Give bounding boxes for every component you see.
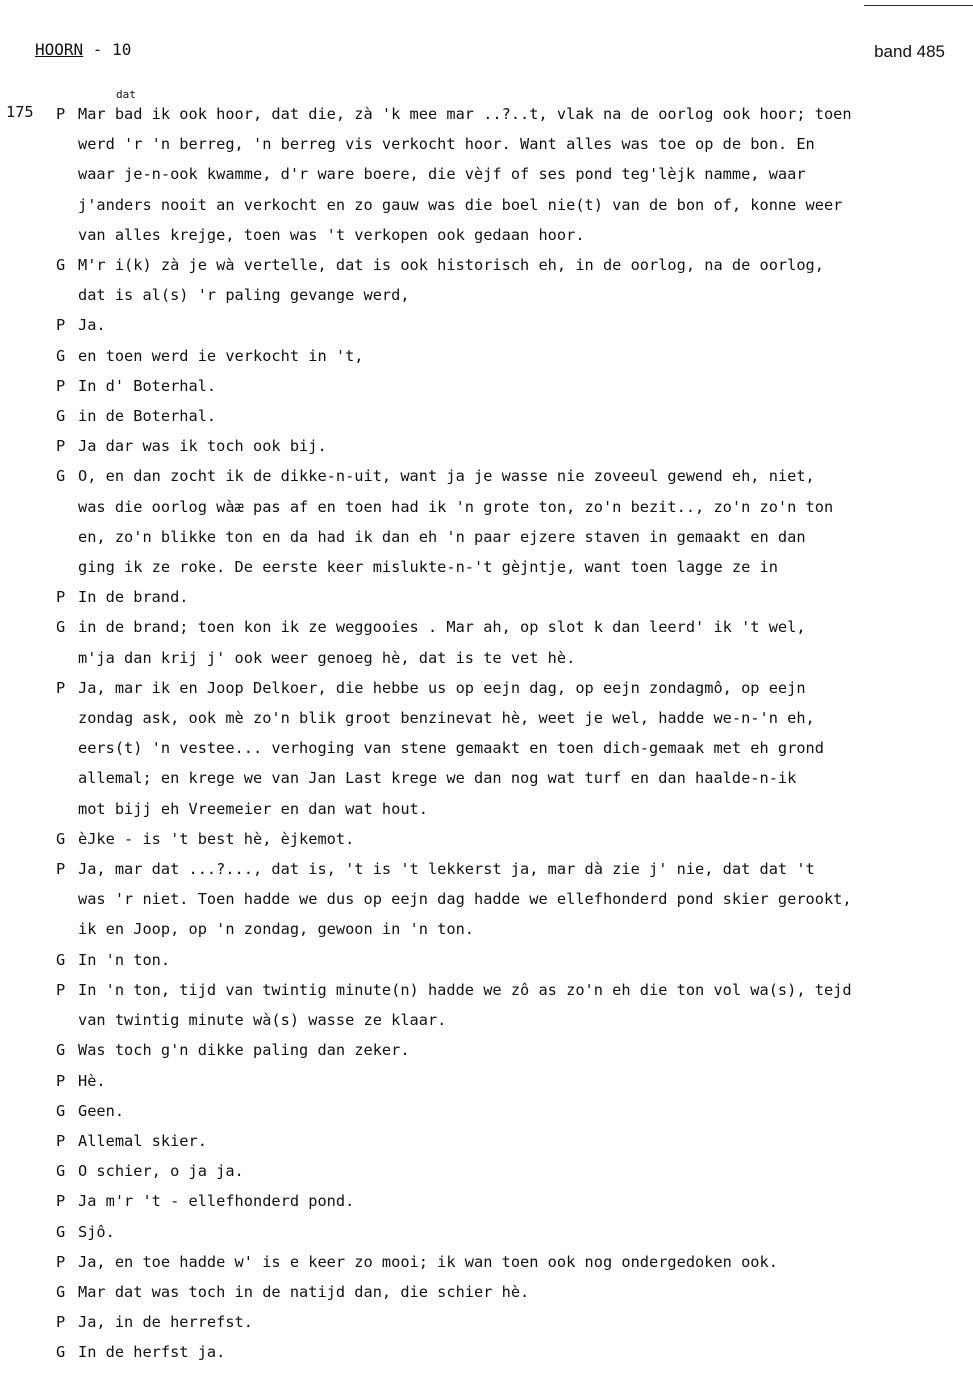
transcript-turn	[0, 1277, 973, 1307]
transcript-turn	[0, 945, 973, 975]
speaker-label: G	[56, 1101, 66, 1120]
transcript-turn	[0, 612, 973, 672]
speaker-label: P	[56, 105, 66, 123]
transcript-line: en toen werd ie verkocht in 't,	[78, 346, 364, 365]
transcript-line: Ja, mar ik en Joop Delkoer, die hebbe us op eejn dag, op eejn zondagmô, op eejn	[78, 678, 806, 697]
transcript-line: In 'n ton.	[78, 950, 171, 969]
transcript-line: èJke - is 't best hè, èjkemot.	[78, 829, 355, 848]
transcript-line: In de herfst ja.	[78, 1343, 226, 1362]
transcript-line: waar je-n-ook kwamme, d'r ware boere, die vèjf of ses pond teg'lèjk namme, waar	[78, 165, 806, 184]
transcript-line: in de Boterhal.	[78, 407, 217, 426]
transcript-turn	[0, 250, 973, 310]
speaker-label: P	[56, 1192, 66, 1211]
transcript-line: was 'r niet. Toen hadde we dus op eejn dag hadde we ellefhonderd pond skier gerookt,	[78, 890, 852, 909]
transcript-line: Ja, en toe hadde w' is e keer zo mooi; ik wan toen ook nog ondergedoken ook.	[78, 1252, 778, 1271]
transcript-line: Mar dat was toch in de natijd dan, die schier hè.	[78, 1282, 530, 1301]
transcript-turn	[0, 1035, 973, 1065]
transcript-line: Sjô.	[78, 1222, 115, 1241]
speaker-label: G	[56, 467, 66, 486]
transcript-turn	[0, 431, 973, 461]
speaker-label: P	[56, 1071, 66, 1090]
transcript-turn	[0, 1217, 973, 1247]
transcript-turn	[0, 371, 973, 401]
transcript-line: eers(t) 'n vestee... verhoging van stene gemaakt en toen dich-gemaak met eh grond	[78, 739, 824, 758]
transcript-turn	[0, 401, 973, 431]
transcript-turn	[0, 854, 973, 945]
transcript-turn	[0, 975, 973, 1035]
place-name: HOORN	[35, 40, 84, 59]
tape-label: band 485	[874, 42, 945, 61]
transcript-line: van alles krejge, toen was 't verkopen ook gedaan hoor.	[78, 225, 585, 244]
speaker-label: G	[56, 1041, 66, 1060]
transcript-line: zondag ask, ook mè zo'n blik groot benzinevat hè, weet je wel, hadde we-n-'n eh,	[78, 709, 815, 728]
speaker-label: G	[56, 1282, 66, 1301]
transcript-line: Geen.	[78, 1101, 125, 1120]
speaker-label: P	[56, 588, 66, 607]
speaker-label: G	[56, 950, 66, 969]
transcript-line: Mar bad ik ook hoor, dat die, zà 'k mee mar ..?..t, vlak na de oorlog ook hoor; toen	[78, 105, 852, 123]
transcript-turn	[0, 1247, 973, 1277]
speaker-label: G	[56, 1222, 66, 1241]
speaker-label: P	[56, 1313, 66, 1332]
transcript-line: allemal; en krege we van Jan Last krege we dan nog wat turf en dan haalde-n-ik	[78, 769, 797, 788]
speaker-label: G	[56, 256, 66, 275]
transcript-line: ging ik ze roke. De eerste keer mislukte-n-'t gèjntje, want toen lagge ze in	[78, 558, 778, 577]
transcript-line: dat is al(s) 'r paling gevange werd,	[78, 286, 410, 305]
transcript-turn	[0, 582, 973, 612]
transcript-line: Ja dar was ik toch ook bij.	[78, 437, 327, 456]
transcript-turn	[0, 1156, 973, 1186]
transcript-turn	[0, 1307, 973, 1337]
speaker-label: P	[56, 376, 66, 395]
transcript-line: O schier, o ja ja.	[78, 1162, 244, 1181]
speaker-label: G	[56, 829, 66, 848]
transcript-turn	[0, 1096, 973, 1126]
transcript-line: In 'n ton, tijd van twintig minute(n) hadde we zô as zo'n eh die ton vol wa(s), tejd	[78, 980, 852, 999]
speaker-label: G	[56, 407, 66, 426]
handwritten-insertion: dat	[116, 88, 136, 101]
transcript-line: en, zo'n blikke ton en da had ik dan eh 'n paar ejzere staven in gemaakt en dan	[78, 527, 806, 546]
speaker-label: P	[56, 1131, 66, 1150]
speaker-label: P	[56, 980, 66, 999]
speaker-label: P	[56, 860, 66, 879]
speaker-label: G	[56, 1162, 66, 1181]
transcript-line: Hè.	[78, 1071, 106, 1090]
transcript-turn	[0, 1126, 973, 1156]
speaker-label: G	[56, 346, 66, 365]
transcript-line: werd 'r 'n berreg, 'n berreg vis verkocht hoor. Want alles was toe op de bon. En	[78, 135, 815, 154]
line-number: 175	[6, 103, 34, 121]
transcript-line: O, en dan zocht ik de dikke-n-uit, want ja je wasse nie zoveeul gewend eh, niet,	[78, 467, 815, 486]
top-rule	[864, 5, 973, 6]
transcript-line: m'ja dan krij j' ook weer genoeg hè, dat is te vet hè.	[78, 648, 576, 667]
transcript-turn	[0, 341, 973, 371]
transcript-line: In de brand.	[78, 588, 189, 607]
transcript-turn	[0, 824, 973, 854]
transcript-line: mot bijj eh Vreemeier en dan wat hout.	[78, 799, 428, 818]
transcript-turn	[0, 1186, 973, 1216]
transcript	[0, 88, 973, 1368]
speaker-label: P	[56, 1252, 66, 1271]
transcript-line: in de brand; toen kon ik ze weggooies . Mar ah, op slot k dan leerd' ik 't wel,	[78, 618, 806, 637]
transcript-line: Ja.	[78, 316, 106, 335]
transcript-turn	[0, 99, 973, 250]
transcript-line: ik en Joop, op 'n zondag, gewoon in 'n ton.	[78, 920, 475, 939]
transcript-line: j'anders nooit an verkocht en zo gauw was die boel nie(t) van de bon of, konne weer	[78, 195, 843, 214]
transcript-turn	[0, 310, 973, 340]
speaker-label: P	[56, 316, 66, 335]
transcript-line: Ja, in de herrefst.	[78, 1313, 253, 1332]
transcript-turn	[0, 461, 973, 582]
speaker-label: G	[56, 618, 66, 637]
header-separator: -	[83, 40, 113, 59]
transcript-line: van twintig minute wà(s) wasse ze klaar.	[78, 1011, 447, 1030]
transcript-line: Allemal skier.	[78, 1131, 207, 1150]
transcript-line: Ja m'r 't - ellefhonderd pond.	[78, 1192, 355, 1211]
speaker-label: G	[56, 1343, 66, 1362]
page-header	[35, 40, 131, 59]
transcript-line: Was toch g'n dikke paling dan zeker.	[78, 1041, 410, 1060]
page-number: 10	[112, 40, 132, 59]
speaker-label: P	[56, 678, 66, 697]
transcript-turn	[0, 673, 973, 824]
transcript-turn	[0, 1337, 973, 1367]
speaker-label: P	[56, 437, 66, 456]
transcript-turn	[0, 1066, 973, 1096]
transcript-line: In d' Boterhal.	[78, 376, 217, 395]
transcript-line: Ja, mar dat ...?..., dat is, 't is 't lekkerst ja, mar dà zie j' nie, dat dat 't	[78, 860, 815, 879]
transcript-line: M'r i(k) zà je wà vertelle, dat is ook historisch eh, in de oorlog, na de oorlog,	[78, 256, 824, 275]
transcript-line: was die oorlog wàæ pas af en toen had ik 'n grote ton, zo'n bezit.., zo'n zo'n ton	[78, 497, 834, 516]
